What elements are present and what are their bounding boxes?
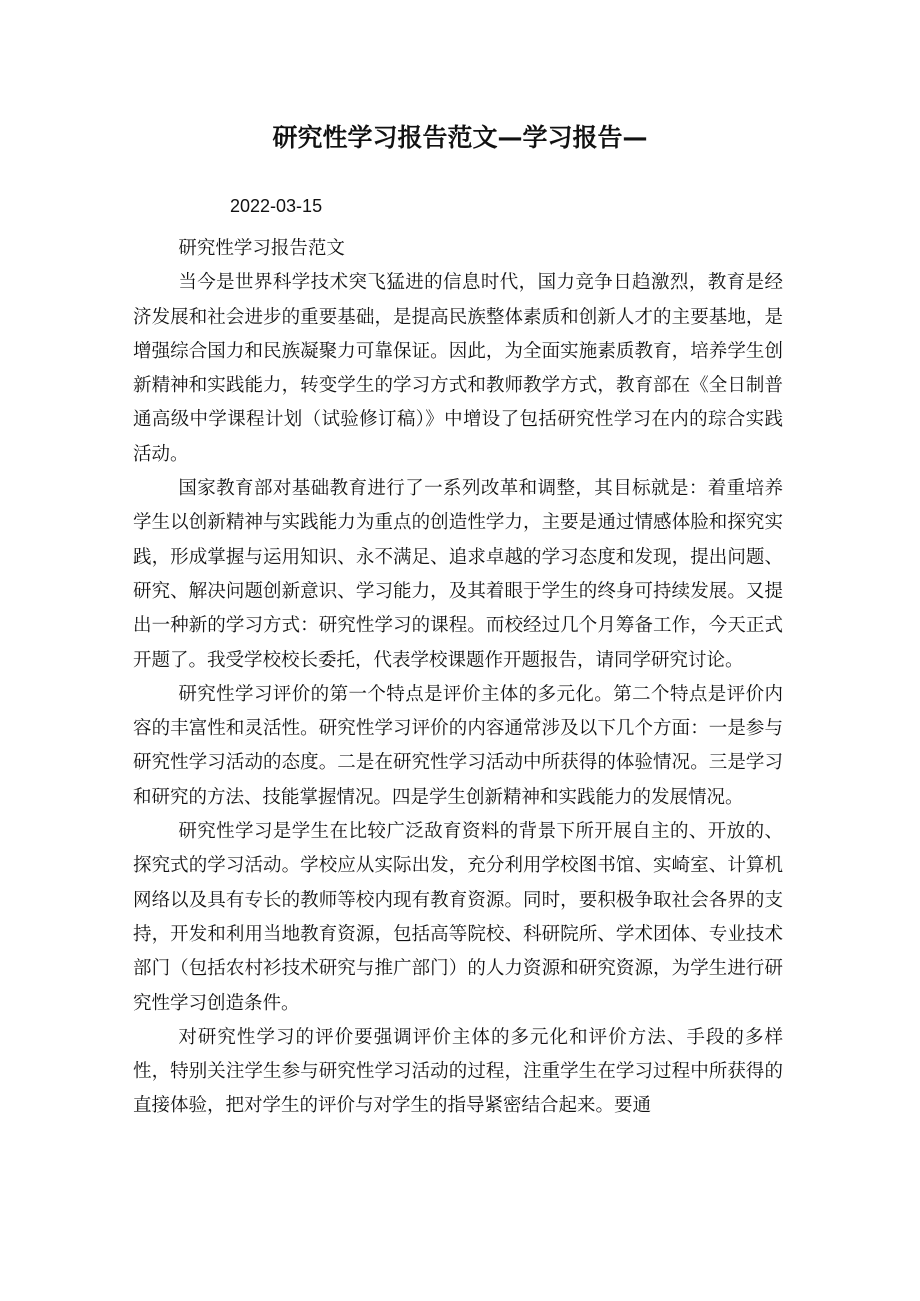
document-body xyxy=(133,232,783,1124)
paragraph-2: 国家教育部对基础教育进行了一系列改革和调整，其目标就是：着重培养学生以创新精神与实践能力为重点的创造性学力，主要是通过情感体脸和探究实践，形成掌握与运用知识、永不满足、追求卓越的学习态度和发现，提出问题、研究、解决问题创新意识、学习能力，及其着眼于学生的终身可持续发展。又提出一种新的学习方式：研究性学习的课程。而校经过几个月筹备工作，今天正式开题了。我受学校校长委托，代表学校课题作开题报告，请同学研究讨论。 xyxy=(133,478,783,671)
document-subtitle: 研究性学习报告范文 xyxy=(178,238,345,259)
paragraph-5: 对研究性学习的评价要强调评价主体的多元化和评价方法、手段的多样性，特别关注学生参与研究性学习活动的过程，注重学生在学习过程中所获得的直接体验，把对学生的评价与对学生的指导紧密结合起来。要通 xyxy=(133,1026,783,1117)
document-title: 研究性学习报告范文—学习报告— xyxy=(272,123,648,152)
paragraph-1: 当今是世界科学技术突飞猛进的信息时代，国力竞争日趋激烈，教育是经济发展和社会进步的重要基础，是提高民族整体素质和创新人才的主要基地，是增强综合国力和民族凝聚力可靠保证。因此，为全面实施素质教育，培养学生创新精神和实践能力，转变学生的学习方式和教师教学方式，教育部在《全日制普通高级中学课程计划（试验修订稿）》中增设了包括研究性学习在内的琮合实践活动。 xyxy=(133,272,783,465)
paragraph-3: 研究性学习评价的第一个特点是评价主体的多元化。第二个特点是评价内容的丰富性和灵活性。研究性学习评价的内容通常涉及以下几个方面：一是参与研究性学习活动的态度。二是在研究性学习活动中所获得的体验情况。三是学习和研究的方法、技能掌握情况。四是学生创新精神和实践能力的发展情况。 xyxy=(133,683,783,808)
document-date: 2022-03-15 xyxy=(230,196,323,216)
paragraph-4: 研究性学习是学生在比较广泛敌育资料的背景下所开展自主的、开放的、探究式的学习活动。学校应从实际出发，充分利用学校图书馆、实崎室、计算机网络以及具有专长的教师等校内现有教育资源。同时，要积极争取社会各界的支持，开发和利用当地教育资源，包括高等院校、科研院所、学术团体、专业技术部门（包括农村衫技术研究与推广部门）的人力资源和研究资源，为学生进行研究性学习创造条件。 xyxy=(133,821,783,1014)
